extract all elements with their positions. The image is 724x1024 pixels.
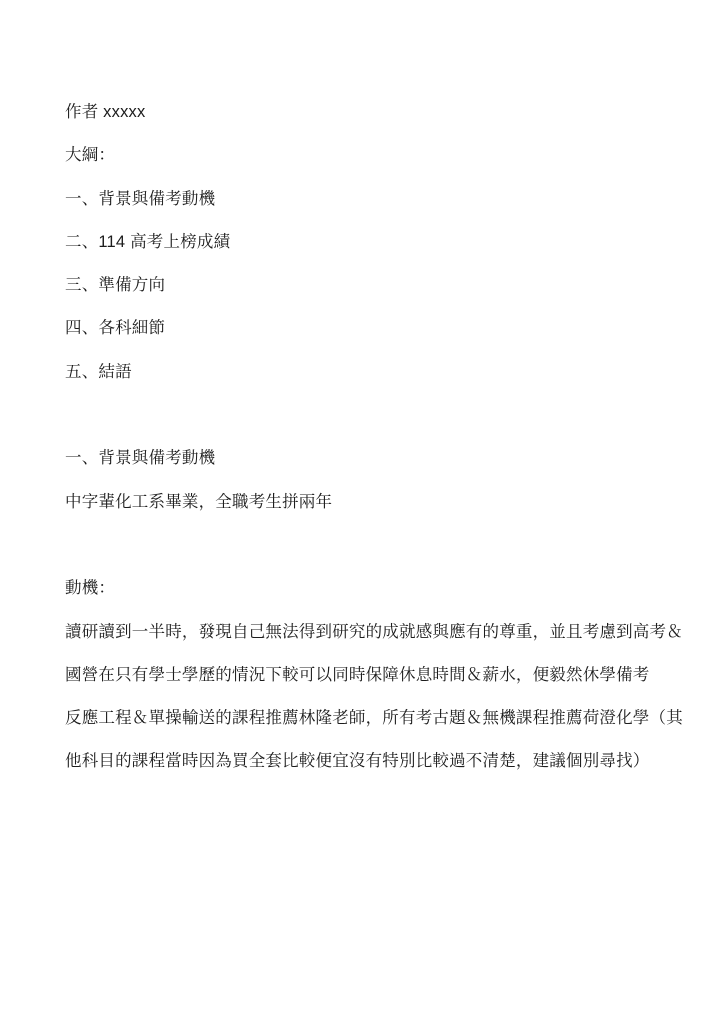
motivation-label: 動機： <box>65 579 116 598</box>
motivation-line-2: 國營在只有學士學歷的情況下較可以同時保障休息時間＆薪水，便毅然休學備考 <box>65 665 650 684</box>
blank-line <box>65 524 680 567</box>
outline-item-5: 五、結語 <box>65 362 132 381</box>
author-line: 作者 xxxxx <box>65 103 146 121</box>
motivation-line-3: 反應工程＆單操輸送的課程推薦林隆老師，所有考古題＆無機課程推薦荷澄化學（其 <box>65 709 683 728</box>
section-1-intro: 中字輩化工系畢業，全職考生拼兩年 <box>65 492 333 511</box>
outline-item-1: 一、背景與備考動機 <box>65 189 216 208</box>
section-1-heading: 一、背景與備考動機 <box>65 449 216 468</box>
motivation-line-1: 讀研讀到一半時，發現自己無法得到研究的成就感與應有的尊重，並且考慮到高考＆ <box>65 622 683 641</box>
motivation-line-4: 他科目的課程當時因為買全套比較便宜沒有特別比較過不清楚，建議個別尋找） <box>65 752 650 771</box>
blank-line <box>65 394 680 437</box>
outline-item-2: 二、114 高考上榜成績 <box>65 232 231 251</box>
outline-item-3: 三、準備方向 <box>65 276 166 295</box>
outline-item-4: 四、各科細節 <box>65 319 166 338</box>
outline-label: 大綱： <box>65 146 116 165</box>
